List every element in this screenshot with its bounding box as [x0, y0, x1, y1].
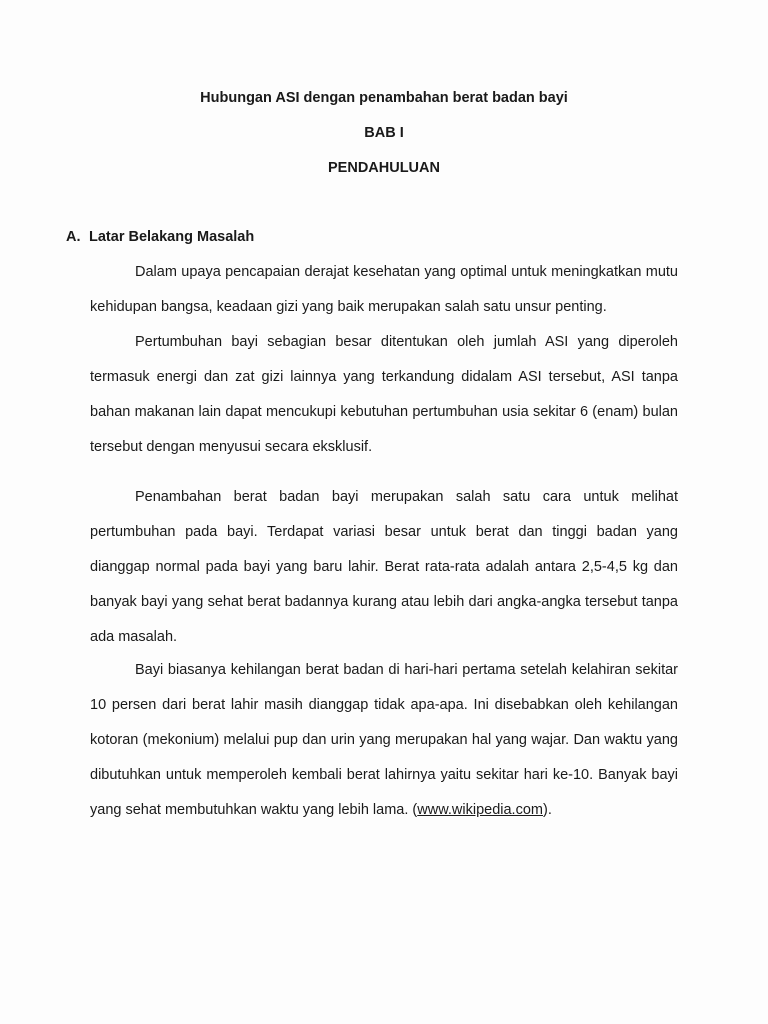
paragraph-4-text: Bayi biasanya kehilangan berat badan di hari-hari pertama setelah kelahiran sekitar 10 persen dari berat lahir masih dianggap tidak apa-apa. Ini disebabkan oleh kehilangan kotoran (mekonium) melalui pup dan urin yang merupakan hal yang wajar. Dan waktu yang dibutuhkan untuk memperoleh kembali berat lahirnya yaitu sekitar hari ke-10. Banyak bayi yang sehat membutuhkan waktu yang lebih lama.: [90, 662, 678, 818]
section-title: Latar Belakang Masalah: [89, 229, 255, 245]
document-title: Hubungan ASI dengan penambahan berat badan bayi: [200, 90, 568, 106]
chapter-title: PENDAHULUAN: [328, 160, 440, 176]
citation-link[interactable]: www.wikipedia.com: [417, 802, 543, 818]
section-heading: [66, 228, 254, 246]
paragraph-4: [90, 653, 678, 828]
paragraph-2-text: Pertumbuhan bayi sebagian besar ditentukan oleh jumlah ASI yang diperoleh termasuk energi dan zat gizi lainnya yang terkandung didalam ASI tersebut, ASI tanpa bahan makanan lain dapat mencukupi kebutuhan pertumbuhan usia sekitar 6 (enam) bulan tersebut dengan menyusui secara eksklusif.: [90, 334, 678, 455]
chapter-number: BAB I: [364, 125, 404, 141]
citation-open-paren: (: [412, 802, 418, 818]
paragraph-2: [90, 325, 678, 465]
paragraph-3: [90, 480, 678, 655]
paragraph-3-text: Penambahan berat badan bayi merupakan salah satu cara untuk melihat pertumbuhan pada bayi. Terdapat variasi besar untuk berat dan tinggi badan yang dianggap normal pada bayi yang baru lahir. Berat rata-rata adalah antara 2,5-4,5 kg dan banyak bayi yang sehat berat badannya kurang atau lebih dari angka-angka tersebut tanpa ada masalah.: [90, 489, 678, 645]
paragraph-1-text: Dalam upaya pencapaian derajat kesehatan yang optimal untuk meningkatkan mutu kehidupan bangsa, keadaan gizi yang baik merupakan salah satu unsur penting.: [90, 264, 678, 315]
section-number: A.: [66, 229, 81, 245]
citation-close: ).: [542, 802, 552, 818]
paragraph-1: [90, 255, 678, 325]
